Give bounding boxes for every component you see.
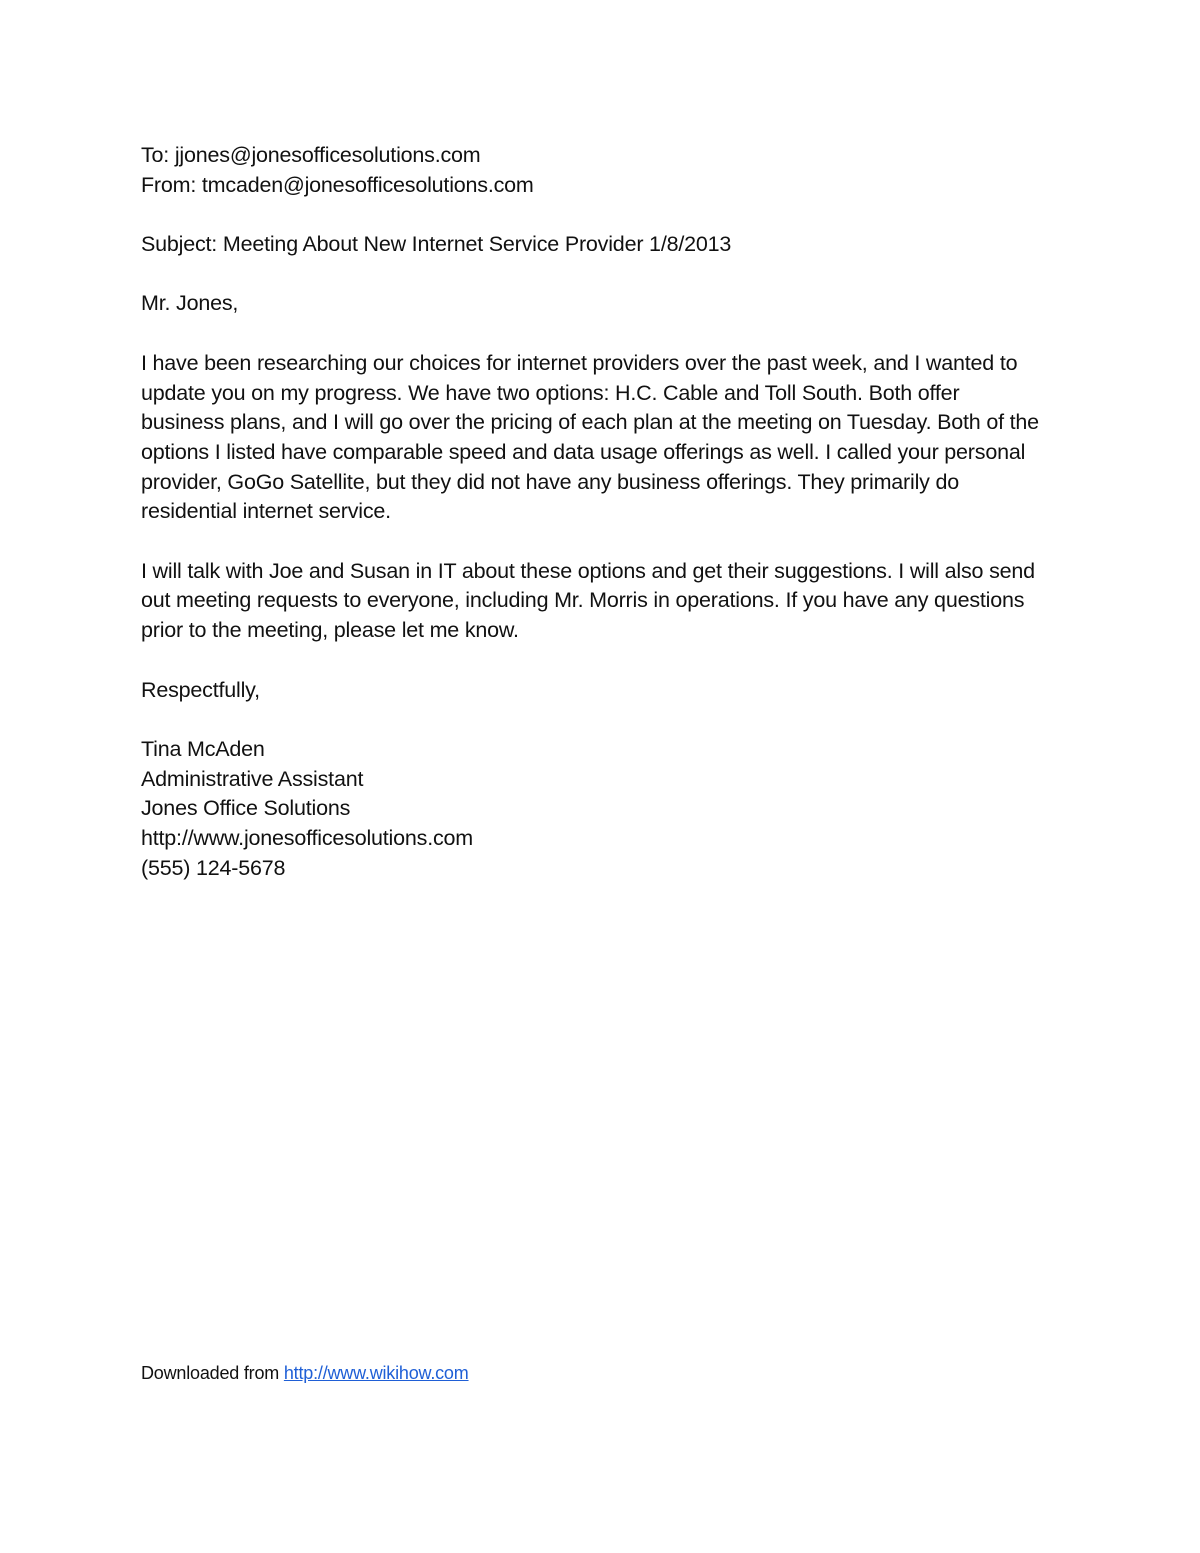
spacer — [141, 705, 1101, 735]
memo-body — [141, 141, 1101, 883]
paragraph-line: out meeting requests to everyone, including Mr. Morris in operations. If you have any questions — [141, 588, 1025, 613]
paragraph-line: business plans, and I will go over the pricing of each plan at the meeting on Tuesday. Both of the — [141, 410, 1039, 435]
signature-phone: (555) 124-5678 — [141, 855, 286, 880]
paragraph-line: I will talk with Joe and Susan in IT about these options and get their suggestions. I will also send — [141, 558, 1035, 583]
spacer — [141, 200, 1101, 230]
spacer — [141, 260, 1101, 290]
download-footer — [141, 1361, 469, 1385]
paragraph-line: update you on my progress. We have two options: H.C. Cable and Toll South. Both offer — [141, 380, 960, 405]
paragraph-line: provider, GoGo Satellite, but they did not have any business offerings. They primarily do — [141, 469, 959, 494]
spacer — [141, 319, 1101, 349]
signature-title: Administrative Assistant — [141, 766, 364, 791]
greeting: Mr. Jones, — [141, 291, 239, 316]
paragraph-line: options I listed have comparable speed and data usage offerings as well. I called your personal — [141, 439, 1026, 464]
to-line: To: jjones@jonesofficesolutions.com — [141, 143, 481, 167]
spacer — [141, 527, 1101, 557]
paragraph-line: I have been researching our choices for internet providers over the past week, and I wanted to — [141, 350, 1018, 375]
subject-line: Subject: Meeting About New Internet Service Provider 1/8/2013 — [141, 232, 732, 257]
paragraph-line: residential internet service. — [141, 499, 391, 524]
paragraph-1 — [141, 349, 1101, 527]
closing: Respectfully, — [141, 677, 260, 702]
paragraph-line: prior to the meeting, please let me know. — [141, 618, 519, 643]
footer-prefix: Downloaded from — [141, 1363, 284, 1383]
wikihow-link[interactable]: http://www.wikihow.com — [283, 1363, 469, 1383]
from-line: From: tmcaden@jonesofficesolutions.com — [141, 172, 534, 197]
memo-header — [141, 141, 1101, 200]
signature-block — [141, 735, 1101, 884]
signature-company: Jones Office Solutions — [141, 796, 351, 821]
spacer — [141, 646, 1101, 676]
signature-name: Tina McAden — [141, 736, 265, 761]
signature-website: http://www.jonesofficesolutions.com — [141, 826, 473, 851]
paragraph-2 — [141, 557, 1101, 646]
